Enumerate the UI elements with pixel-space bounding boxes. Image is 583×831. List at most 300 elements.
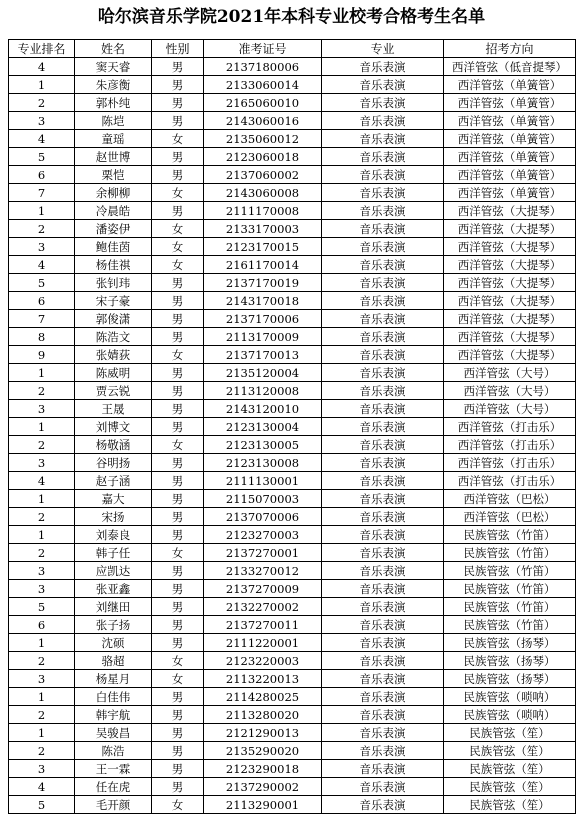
cell-exam-number: 2143170018 xyxy=(204,292,322,310)
cell-name: 任在虎 xyxy=(75,778,152,796)
cell-rank: 1 xyxy=(9,490,75,508)
cell-major: 音乐表演 xyxy=(322,94,444,112)
cell-exam-number: 2121290013 xyxy=(204,724,322,742)
cell-gender: 男 xyxy=(152,508,204,526)
table-row xyxy=(9,58,576,76)
cell-exam-number: 2111130001 xyxy=(204,472,322,490)
cell-major: 音乐表演 xyxy=(322,310,444,328)
cell-rank: 1 xyxy=(9,634,75,652)
cell-direction: 西洋管弦（大提琴） xyxy=(444,238,576,256)
table-row xyxy=(9,418,576,436)
cell-rank: 4 xyxy=(9,58,75,76)
cell-rank: 2 xyxy=(9,652,75,670)
cell-rank: 3 xyxy=(9,238,75,256)
table-row xyxy=(9,670,576,688)
table-row xyxy=(9,166,576,184)
cell-major: 音乐表演 xyxy=(322,706,444,724)
cell-name: 张婧荻 xyxy=(75,346,152,364)
cell-gender: 女 xyxy=(152,544,204,562)
cell-exam-number: 2137290002 xyxy=(204,778,322,796)
cell-name: 冷晨皓 xyxy=(75,202,152,220)
cell-direction: 西洋管弦（大号） xyxy=(444,364,576,382)
cell-name: 骆超 xyxy=(75,652,152,670)
cell-name: 白佳伟 xyxy=(75,688,152,706)
table-row xyxy=(9,202,576,220)
cell-major: 音乐表演 xyxy=(322,544,444,562)
cell-gender: 男 xyxy=(152,616,204,634)
cell-rank: 5 xyxy=(9,148,75,166)
cell-rank: 5 xyxy=(9,274,75,292)
header-rank: 专业排名 xyxy=(9,40,75,58)
cell-direction: 民族管弦（竹笛） xyxy=(444,598,576,616)
cell-name: 贾云锐 xyxy=(75,382,152,400)
cell-exam-number: 2137170006 xyxy=(204,310,322,328)
cell-major: 音乐表演 xyxy=(322,616,444,634)
cell-direction: 西洋管弦（单簧管） xyxy=(444,112,576,130)
cell-exam-number: 2137170013 xyxy=(204,346,322,364)
cell-rank: 1 xyxy=(9,364,75,382)
cell-major: 音乐表演 xyxy=(322,400,444,418)
cell-exam-number: 2123130005 xyxy=(204,436,322,454)
cell-gender: 男 xyxy=(152,760,204,778)
cell-exam-number: 2115070003 xyxy=(204,490,322,508)
cell-exam-number: 2123220003 xyxy=(204,652,322,670)
cell-direction: 民族管弦（笙） xyxy=(444,724,576,742)
cell-exam-number: 2143060008 xyxy=(204,184,322,202)
document-title: 哈尔滨音乐学院2021年本科专业校考合格考生名单 xyxy=(97,7,486,27)
cell-rank: 7 xyxy=(9,310,75,328)
cell-major: 音乐表演 xyxy=(322,724,444,742)
cell-rank: 4 xyxy=(9,778,75,796)
table-row xyxy=(9,760,576,778)
cell-major: 音乐表演 xyxy=(322,490,444,508)
cell-direction: 西洋管弦（巴松） xyxy=(444,490,576,508)
cell-exam-number: 2135290020 xyxy=(204,742,322,760)
cell-gender: 男 xyxy=(152,58,204,76)
table-header xyxy=(9,40,576,58)
table-row xyxy=(9,148,576,166)
cell-gender: 男 xyxy=(152,202,204,220)
cell-gender: 男 xyxy=(152,112,204,130)
cell-name: 潘姿伊 xyxy=(75,220,152,238)
cell-exam-number: 2123170015 xyxy=(204,238,322,256)
cell-gender: 男 xyxy=(152,598,204,616)
cell-major: 音乐表演 xyxy=(322,580,444,598)
table-row xyxy=(9,706,576,724)
cell-name: 窦天睿 xyxy=(75,58,152,76)
cell-major: 音乐表演 xyxy=(322,652,444,670)
table-row xyxy=(9,724,576,742)
cell-exam-number: 2135120004 xyxy=(204,364,322,382)
cell-exam-number: 2111220001 xyxy=(204,634,322,652)
cell-name: 韩宇航 xyxy=(75,706,152,724)
cell-major: 音乐表演 xyxy=(322,76,444,94)
cell-exam-number: 2132270002 xyxy=(204,598,322,616)
cell-gender: 女 xyxy=(152,238,204,256)
cell-direction: 西洋管弦（大号） xyxy=(444,382,576,400)
cell-rank: 2 xyxy=(9,742,75,760)
cell-rank: 5 xyxy=(9,598,75,616)
header-row xyxy=(9,40,576,58)
cell-name: 王晟 xyxy=(75,400,152,418)
table-row xyxy=(9,220,576,238)
cell-direction: 民族管弦（扬琴） xyxy=(444,652,576,670)
cell-direction: 民族管弦（竹笛） xyxy=(444,616,576,634)
cell-major: 音乐表演 xyxy=(322,472,444,490)
cell-major: 音乐表演 xyxy=(322,292,444,310)
cell-rank: 1 xyxy=(9,418,75,436)
cell-rank: 2 xyxy=(9,544,75,562)
table-row xyxy=(9,436,576,454)
cell-major: 音乐表演 xyxy=(322,256,444,274)
cell-exam-number: 2137270011 xyxy=(204,616,322,634)
cell-name: 郭俊潇 xyxy=(75,310,152,328)
cell-exam-number: 2123130004 xyxy=(204,418,322,436)
cell-rank: 2 xyxy=(9,706,75,724)
cell-name: 王一霖 xyxy=(75,760,152,778)
cell-exam-number: 2137170019 xyxy=(204,274,322,292)
cell-direction: 民族管弦（唢呐） xyxy=(444,706,576,724)
cell-direction: 西洋管弦（打击乐） xyxy=(444,418,576,436)
cell-major: 音乐表演 xyxy=(322,364,444,382)
cell-name: 童瑶 xyxy=(75,130,152,148)
cell-gender: 男 xyxy=(152,580,204,598)
admission-table xyxy=(8,39,576,814)
table-row xyxy=(9,184,576,202)
cell-gender: 女 xyxy=(152,130,204,148)
cell-rank: 2 xyxy=(9,508,75,526)
cell-direction: 西洋管弦（大提琴） xyxy=(444,256,576,274)
cell-name: 张亚鑫 xyxy=(75,580,152,598)
cell-gender: 男 xyxy=(152,526,204,544)
cell-direction: 西洋管弦（巴松） xyxy=(444,508,576,526)
cell-direction: 民族管弦（竹笛） xyxy=(444,562,576,580)
cell-direction: 西洋管弦（大提琴） xyxy=(444,274,576,292)
cell-direction: 西洋管弦（单簧管） xyxy=(444,130,576,148)
table-row xyxy=(9,652,576,670)
cell-major: 音乐表演 xyxy=(322,778,444,796)
cell-exam-number: 2113290001 xyxy=(204,796,322,814)
cell-direction: 民族管弦（扬琴） xyxy=(444,670,576,688)
cell-rank: 3 xyxy=(9,112,75,130)
table-row xyxy=(9,508,576,526)
header-name: 姓名 xyxy=(75,40,152,58)
cell-exam-number: 2137060002 xyxy=(204,166,322,184)
cell-direction: 民族管弦（笙） xyxy=(444,778,576,796)
cell-name: 陈浩 xyxy=(75,742,152,760)
cell-gender: 男 xyxy=(152,328,204,346)
cell-direction: 西洋管弦（打击乐） xyxy=(444,436,576,454)
cell-gender: 男 xyxy=(152,310,204,328)
cell-direction: 民族管弦（笙） xyxy=(444,760,576,778)
cell-rank: 1 xyxy=(9,76,75,94)
cell-major: 音乐表演 xyxy=(322,148,444,166)
cell-gender: 男 xyxy=(152,400,204,418)
cell-rank: 3 xyxy=(9,562,75,580)
cell-exam-number: 2135060012 xyxy=(204,130,322,148)
cell-name: 杨佳祺 xyxy=(75,256,152,274)
table-row xyxy=(9,130,576,148)
cell-rank: 1 xyxy=(9,688,75,706)
table-row xyxy=(9,364,576,382)
cell-name: 赵世博 xyxy=(75,148,152,166)
cell-direction: 西洋管弦（大提琴） xyxy=(444,292,576,310)
cell-exam-number: 2143120010 xyxy=(204,400,322,418)
cell-exam-number: 2137070006 xyxy=(204,508,322,526)
table-row xyxy=(9,562,576,580)
cell-name: 沈硕 xyxy=(75,634,152,652)
cell-gender: 男 xyxy=(152,364,204,382)
cell-direction: 民族管弦（扬琴） xyxy=(444,634,576,652)
cell-rank: 3 xyxy=(9,454,75,472)
cell-gender: 男 xyxy=(152,274,204,292)
cell-name: 陈浩文 xyxy=(75,328,152,346)
cell-gender: 男 xyxy=(152,634,204,652)
cell-name: 刘泰良 xyxy=(75,526,152,544)
cell-name: 郭朴纯 xyxy=(75,94,152,112)
cell-major: 音乐表演 xyxy=(322,418,444,436)
cell-rank: 2 xyxy=(9,220,75,238)
cell-gender: 女 xyxy=(152,346,204,364)
cell-name: 宋子豪 xyxy=(75,292,152,310)
table-row xyxy=(9,310,576,328)
cell-major: 音乐表演 xyxy=(322,526,444,544)
cell-gender: 男 xyxy=(152,724,204,742)
cell-major: 音乐表演 xyxy=(322,166,444,184)
cell-name: 刘继田 xyxy=(75,598,152,616)
cell-direction: 民族管弦（竹笛） xyxy=(444,526,576,544)
table-row xyxy=(9,742,576,760)
cell-exam-number: 2111170008 xyxy=(204,202,322,220)
cell-gender: 男 xyxy=(152,490,204,508)
table-row xyxy=(9,544,576,562)
cell-direction: 民族管弦（笙） xyxy=(444,742,576,760)
cell-name: 鲍佳茵 xyxy=(75,238,152,256)
cell-major: 音乐表演 xyxy=(322,274,444,292)
cell-direction: 民族管弦（笙） xyxy=(444,796,576,814)
cell-exam-number: 2113170009 xyxy=(204,328,322,346)
cell-gender: 男 xyxy=(152,688,204,706)
table-row xyxy=(9,616,576,634)
cell-major: 音乐表演 xyxy=(322,742,444,760)
table-row xyxy=(9,634,576,652)
table-row xyxy=(9,778,576,796)
cell-exam-number: 2137270001 xyxy=(204,544,322,562)
cell-gender: 女 xyxy=(152,184,204,202)
cell-name: 余柳柳 xyxy=(75,184,152,202)
cell-name: 陈垲 xyxy=(75,112,152,130)
cell-name: 朱彦衡 xyxy=(75,76,152,94)
cell-rank: 2 xyxy=(9,382,75,400)
cell-gender: 男 xyxy=(152,472,204,490)
table-row xyxy=(9,796,576,814)
cell-exam-number: 2165060010 xyxy=(204,94,322,112)
cell-major: 音乐表演 xyxy=(322,562,444,580)
cell-gender: 男 xyxy=(152,418,204,436)
cell-gender: 男 xyxy=(152,706,204,724)
cell-name: 宋扬 xyxy=(75,508,152,526)
cell-exam-number: 2123130008 xyxy=(204,454,322,472)
header-exam-number: 准考证号 xyxy=(204,40,322,58)
header-direction: 招考方向 xyxy=(444,40,576,58)
cell-name: 应凯达 xyxy=(75,562,152,580)
table-row xyxy=(9,346,576,364)
cell-direction: 西洋管弦（单簧管） xyxy=(444,166,576,184)
cell-name: 谷明扬 xyxy=(75,454,152,472)
cell-rank: 3 xyxy=(9,580,75,598)
cell-exam-number: 2123290018 xyxy=(204,760,322,778)
cell-gender: 男 xyxy=(152,382,204,400)
cell-rank: 6 xyxy=(9,292,75,310)
cell-gender: 女 xyxy=(152,256,204,274)
cell-direction: 西洋管弦（大号） xyxy=(444,400,576,418)
cell-rank: 3 xyxy=(9,760,75,778)
cell-exam-number: 2133170003 xyxy=(204,220,322,238)
cell-major: 音乐表演 xyxy=(322,328,444,346)
cell-direction: 西洋管弦（大提琴） xyxy=(444,202,576,220)
cell-major: 音乐表演 xyxy=(322,130,444,148)
cell-gender: 男 xyxy=(152,742,204,760)
table-row xyxy=(9,94,576,112)
table-row xyxy=(9,472,576,490)
cell-major: 音乐表演 xyxy=(322,508,444,526)
cell-major: 音乐表演 xyxy=(322,634,444,652)
cell-rank: 5 xyxy=(9,796,75,814)
cell-direction: 西洋管弦（打击乐） xyxy=(444,472,576,490)
cell-exam-number: 2137180006 xyxy=(204,58,322,76)
cell-gender: 女 xyxy=(152,220,204,238)
cell-name: 张钊玮 xyxy=(75,274,152,292)
cell-rank: 2 xyxy=(9,436,75,454)
cell-name: 赵子涵 xyxy=(75,472,152,490)
cell-exam-number: 2123270003 xyxy=(204,526,322,544)
cell-direction: 西洋管弦（单簧管） xyxy=(444,184,576,202)
cell-gender: 男 xyxy=(152,94,204,112)
cell-rank: 8 xyxy=(9,328,75,346)
cell-name: 陈威明 xyxy=(75,364,152,382)
cell-major: 音乐表演 xyxy=(322,598,444,616)
cell-rank: 3 xyxy=(9,400,75,418)
table-row xyxy=(9,598,576,616)
table-row xyxy=(9,688,576,706)
table-row xyxy=(9,580,576,598)
cell-gender: 女 xyxy=(152,670,204,688)
cell-rank: 2 xyxy=(9,94,75,112)
cell-direction: 西洋管弦（单簧管） xyxy=(444,94,576,112)
table-row xyxy=(9,256,576,274)
cell-direction: 西洋管弦（单簧管） xyxy=(444,148,576,166)
cell-major: 音乐表演 xyxy=(322,112,444,130)
cell-rank: 6 xyxy=(9,616,75,634)
table-row xyxy=(9,238,576,256)
table-row xyxy=(9,292,576,310)
cell-name: 毛开颜 xyxy=(75,796,152,814)
table-body xyxy=(9,58,576,814)
cell-rank: 1 xyxy=(9,724,75,742)
table-row xyxy=(9,76,576,94)
cell-name: 杨敬涵 xyxy=(75,436,152,454)
table-row xyxy=(9,400,576,418)
cell-direction: 民族管弦（唢呐） xyxy=(444,688,576,706)
header-gender: 性别 xyxy=(152,40,204,58)
cell-name: 韩子任 xyxy=(75,544,152,562)
cell-name: 张子扬 xyxy=(75,616,152,634)
cell-rank: 4 xyxy=(9,130,75,148)
cell-name: 刘博文 xyxy=(75,418,152,436)
cell-exam-number: 2113280020 xyxy=(204,706,322,724)
cell-major: 音乐表演 xyxy=(322,688,444,706)
table-row xyxy=(9,526,576,544)
cell-exam-number: 2114280025 xyxy=(204,688,322,706)
cell-rank: 9 xyxy=(9,346,75,364)
cell-major: 音乐表演 xyxy=(322,184,444,202)
cell-major: 音乐表演 xyxy=(322,760,444,778)
cell-gender: 男 xyxy=(152,454,204,472)
cell-exam-number: 2113220013 xyxy=(204,670,322,688)
cell-major: 音乐表演 xyxy=(322,382,444,400)
cell-exam-number: 2143060016 xyxy=(204,112,322,130)
cell-direction: 西洋管弦（大提琴） xyxy=(444,328,576,346)
cell-gender: 女 xyxy=(152,652,204,670)
cell-gender: 男 xyxy=(152,76,204,94)
cell-rank: 1 xyxy=(9,526,75,544)
header-major: 专业 xyxy=(322,40,444,58)
cell-exam-number: 2133270012 xyxy=(204,562,322,580)
cell-direction: 民族管弦（竹笛） xyxy=(444,580,576,598)
cell-exam-number: 2123060018 xyxy=(204,148,322,166)
cell-direction: 西洋管弦（大提琴） xyxy=(444,220,576,238)
cell-gender: 男 xyxy=(152,778,204,796)
table-row xyxy=(9,382,576,400)
cell-major: 音乐表演 xyxy=(322,346,444,364)
cell-rank: 1 xyxy=(9,202,75,220)
cell-name: 吴骏昌 xyxy=(75,724,152,742)
cell-direction: 西洋管弦（低音提琴） xyxy=(444,58,576,76)
cell-major: 音乐表演 xyxy=(322,238,444,256)
cell-name: 栗恺 xyxy=(75,166,152,184)
table-row xyxy=(9,490,576,508)
cell-major: 音乐表演 xyxy=(322,436,444,454)
cell-gender: 男 xyxy=(152,562,204,580)
cell-rank: 6 xyxy=(9,166,75,184)
table-row xyxy=(9,328,576,346)
cell-major: 音乐表演 xyxy=(322,58,444,76)
cell-name: 嘉大 xyxy=(75,490,152,508)
cell-gender: 男 xyxy=(152,166,204,184)
cell-exam-number: 2161170014 xyxy=(204,256,322,274)
cell-gender: 女 xyxy=(152,436,204,454)
cell-rank: 3 xyxy=(9,670,75,688)
cell-direction: 西洋管弦（打击乐） xyxy=(444,454,576,472)
table-row xyxy=(9,112,576,130)
table-row xyxy=(9,454,576,472)
cell-direction: 民族管弦（竹笛） xyxy=(444,544,576,562)
cell-rank: 4 xyxy=(9,472,75,490)
cell-gender: 男 xyxy=(152,292,204,310)
cell-rank: 7 xyxy=(9,184,75,202)
cell-exam-number: 2113120008 xyxy=(204,382,322,400)
table-row xyxy=(9,274,576,292)
cell-exam-number: 2137270009 xyxy=(204,580,322,598)
cell-rank: 4 xyxy=(9,256,75,274)
cell-exam-number: 2133060014 xyxy=(204,76,322,94)
cell-gender: 女 xyxy=(152,796,204,814)
cell-direction: 西洋管弦（大提琴） xyxy=(444,346,576,364)
cell-major: 音乐表演 xyxy=(322,796,444,814)
cell-major: 音乐表演 xyxy=(322,670,444,688)
cell-major: 音乐表演 xyxy=(322,220,444,238)
cell-gender: 男 xyxy=(152,148,204,166)
